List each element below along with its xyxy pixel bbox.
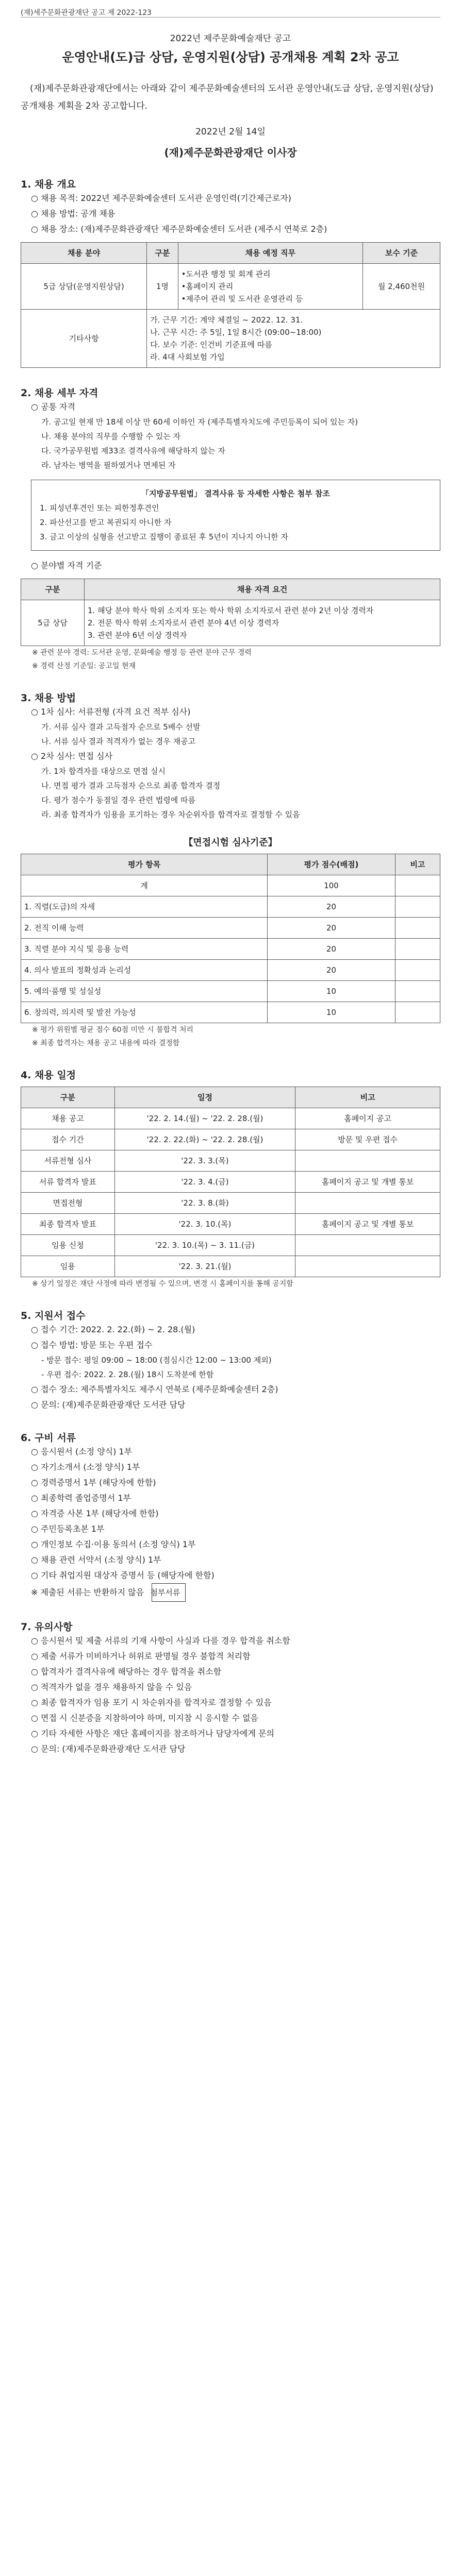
list-item: ○ 문의: (재)제주문화관광재단 도서관 담당 [31, 1744, 186, 1754]
table-cell [295, 1150, 440, 1172]
list-item: 다. 평가 점수가 동점일 경우 관련 법령에 따름 [41, 795, 195, 805]
list-item: 나. 서류 심사 결과 적격자가 없는 경우 재공고 [41, 737, 195, 746]
table-cell: 가. 근무 기간: 계약 체결일 ~ 2022. 12. 31. 나. 근무 시간: 주 5일, 1일 8시간 (09:00~18:00) 다. 보수 기준: 인건비 기준표에 따름 라. 4대 사회보험 가입 [147, 310, 440, 368]
announce-date: 2022년 2월 14일 [195, 127, 266, 137]
list-item: ○ 공통 자격 [31, 402, 75, 412]
schedule-table [21, 1087, 440, 1277]
table-row [21, 1193, 440, 1214]
table-cell: 4. 의사 발표의 정확성과 논리성 [21, 960, 268, 981]
list-item: ○ 접수 장소: 제주특별자치도 제주시 연북로 (제주문화예술센터 2층) [31, 1384, 278, 1394]
table-row [21, 1129, 440, 1150]
list-item: 가. 서류 심사 결과 고득점자 순으로 5배수 선발 [41, 722, 201, 732]
table-cell [395, 960, 440, 981]
list-item: ○ 주민등록초본 1부 [31, 1524, 105, 1534]
list-item: ○ 합격자가 결격사유에 해당하는 경우 합격을 취소함 [31, 1667, 222, 1676]
table-row [21, 875, 440, 896]
list-item: 라. 남자는 병역을 필하였거나 면제된 자 [41, 461, 176, 470]
list-item: ○ 기타 자세한 사항은 재단 홈페이지를 참조하거나 담당자에게 문의 [31, 1728, 274, 1738]
table-cell: 6. 창의력, 의지력 및 발전 가능성 [21, 1002, 268, 1023]
list-item: 라. 최종 합격자가 임용을 포기하는 경우 차순위자를 합격자로 결정할 수 있음 [41, 810, 300, 819]
list-item: ○ 응시원서 및 제출 서류의 기재 사항이 사실과 다를 경우 합격을 취소함 [31, 1636, 290, 1646]
table-cell: 100 [268, 875, 395, 896]
section-title: 3. 채용 방법 [21, 692, 76, 704]
table-cell [395, 896, 440, 918]
table-cell: '22. 2. 22.(화) ~ '22. 2. 28.(월) [114, 1129, 295, 1150]
table-row [21, 960, 440, 981]
table-cell [395, 981, 440, 1002]
table-header: 구분 [21, 579, 85, 600]
table-cell: '22. 3. 10.(목) [114, 1214, 295, 1235]
table-header: 비고 [395, 854, 440, 875]
table-cell: 20 [268, 918, 395, 939]
table-cell: 채용 공고 [21, 1108, 115, 1129]
table-cell: 기타사항 [21, 310, 147, 368]
list-item: ○ 경력증명서 1부 (해당자에 한함) [31, 1478, 156, 1487]
list-item: ○ 2차 심사: 면접 심사 [31, 751, 113, 761]
table-cell [395, 918, 440, 939]
table-header: 채용 예정 직무 [178, 243, 363, 264]
list-item: ○ 최종 합격자가 임용 포기 시 차순위자를 합격자로 결정할 수 있음 [31, 1698, 272, 1707]
list-item: ○ 응시원서 (소정 양식) 1부 [31, 1447, 133, 1456]
table-cell: 월 2,460천원 [363, 264, 440, 310]
list-item: ○ 문의: (재)제주문화관광재단 도서관 담당 [31, 1400, 186, 1410]
table-cell: '22. 2. 14.(월) ~ '22. 2. 28.(월) [114, 1108, 295, 1129]
section-title: 6. 구비 서류 [21, 1432, 76, 1444]
table-cell: 임용 [21, 1256, 115, 1277]
note-text: ※ 상기 일정은 재단 사정에 따라 변경될 수 있으며, 변경 시 홈페이지를 통해 공지함 [32, 1280, 293, 1288]
table-header: 보수 기준 [363, 243, 440, 264]
table-cell: '22. 3. 3.(목) [114, 1150, 295, 1172]
table-cell: 1. 직렬(도급)의 자세 [21, 896, 268, 918]
table-cell [395, 875, 440, 896]
note-text: ※ 평가 위원별 평균 점수 60점 미만 시 불합격 처리 [32, 1026, 194, 1034]
box-line: 2. 파산선고를 받고 복권되지 아니한 자 [40, 518, 172, 527]
list-item: ○ 접수 방법: 방문 또는 우편 접수 [31, 1340, 153, 1350]
section-title: 2. 채용 세부 자격 [21, 387, 98, 399]
table-header: 비고 [295, 1087, 440, 1108]
attachment-stamp: 첨부서류 [152, 1583, 186, 1602]
list-item: ○ 기타 취업지원 대상자 증명서 등 (해당자에 한함) [31, 1570, 215, 1580]
list-item: ○ 채용 방법: 공개 채용 [31, 209, 116, 218]
box-title: 「지방공무원법」 결격사유 등 자세한 사항은 첨부 참조 [141, 489, 330, 498]
list-item: ○ 접수 기간: 2022. 2. 22.(화) ~ 2. 28.(월) [31, 1325, 195, 1334]
page-title: 운영안내(도)급 상담, 운영지원(상담) 공개채용 계획 2차 공고 [62, 50, 399, 64]
table-row [21, 1002, 440, 1023]
section-title: 7. 유의사항 [21, 1621, 73, 1633]
table-cell: 20 [268, 960, 395, 981]
list-item: ○ 면접 시 신분증을 지참하여야 하며, 미지참 시 응시할 수 없음 [31, 1713, 258, 1723]
table-cell: 계 [21, 875, 268, 896]
table-header: 채용 자격 요건 [85, 579, 440, 600]
table-cell: 3. 직렬 분야 지식 및 응용 능력 [21, 939, 268, 960]
table-header: 채용 분야 [21, 243, 147, 264]
table-cell [295, 1256, 440, 1277]
box-line: 1. 피성년후견인 또는 피한정후견인 [40, 503, 159, 513]
list-item: ○ 채용 목적: 2022년 제주문화예술센터 도서관 운영인력(기간제근로자) [31, 193, 291, 203]
list-item: ○ 채용 관련 서약서 (소정 양식) 1부 [31, 1555, 161, 1565]
section-title: 4. 채용 일정 [21, 1070, 76, 1081]
table-row [21, 310, 440, 368]
table-cell: 10 [268, 1002, 395, 1023]
table-cell [395, 1002, 440, 1023]
list-item: 나. 면접 평가 결과 고득점자 순으로 최종 합격자 결정 [41, 781, 221, 790]
table-cell: •도서관 행정 및 회계 관리 •홈페이지 관리 •제주어 관리 및 도서관 운영관리 등 [178, 264, 363, 310]
table-cell: 1. 해당 분야 학사 학위 소지자 또는 학사 학위 소지자로서 관련 분야 2년 이상 경력자 2. 전문 학사 학위 소지자로서 관련 분야 4년 이상 경력자 3. 관련 분야 6년 이상 경력자 [85, 600, 440, 646]
table-cell: '22. 3. 10.(목) ~ 3. 11.(금) [114, 1235, 295, 1256]
intro-text: (재)제주문화관광재단에서는 아래와 같이 제주문화예술센터의 도서관 운영안내(도급 상담, 운영지원(상담) 공개채용 계획을 2차 공고합니다. [21, 83, 434, 111]
table-header: 평가 점수(배점) [268, 854, 395, 875]
header-line: (재)세주문화관광재단 공고 제 2022-123 [21, 0, 440, 18]
list-item: - 방문 접수: 평일 09:00 ~ 18:00 (점심시간 12:00 ~ 13:00 제외) [41, 1355, 272, 1365]
table-row [21, 600, 440, 646]
table-cell: 방문 및 우편 접수 [295, 1129, 440, 1150]
list-item: ○ 최종학력 졸업증명서 1부 [31, 1493, 131, 1503]
list-item: ○ 제출 서류가 미비하거나 허위로 판명될 경우 불합격 처리함 [31, 1651, 251, 1661]
list-item: ○ 분야별 자격 기준 [31, 561, 102, 570]
table-cell [295, 1235, 440, 1256]
section-title: 5. 지원서 접수 [21, 1310, 86, 1321]
disqualification-box [31, 480, 440, 551]
table-row [21, 918, 440, 939]
note-text: ※ 경력 산정 기준일: 공고일 현재 [32, 662, 136, 670]
table-row [21, 1214, 440, 1235]
table-cell: 접수 기간 [21, 1129, 115, 1150]
table-cell: 서류 합격자 발표 [21, 1172, 115, 1193]
table-row [21, 1150, 440, 1172]
table-cell: '22. 3. 4.(금) [114, 1172, 295, 1193]
note-text: ※ 최종 합격자는 채용 공고 내용에 따라 결정함 [32, 1039, 180, 1047]
qualification-table [21, 579, 440, 646]
recruit-table [21, 242, 440, 368]
table-cell [295, 1193, 440, 1214]
table-cell: 20 [268, 896, 395, 918]
list-item: ○ 채용 장소: (재)제주문화관광재단 제주문화예술센터 도서관 (제주시 연북로 2층) [31, 224, 327, 234]
table-row [21, 264, 440, 310]
list-item: ○ 적격자가 없을 경우 채용하지 않을 수 있음 [31, 1682, 192, 1692]
table-cell: 1명 [147, 264, 178, 310]
list-item: ○ 자격증 사본 1부 (해당자에 한함) [31, 1509, 159, 1518]
table-cell [395, 939, 440, 960]
table-row [21, 981, 440, 1002]
table-cell: 면접전형 [21, 1193, 115, 1214]
table-cell: 임용 신청 [21, 1235, 115, 1256]
table-row [21, 1172, 440, 1193]
table-cell: 10 [268, 981, 395, 1002]
table-cell: 2. 전직 이해 능력 [21, 918, 268, 939]
list-item: ○ 개인정보 수집·이용 동의서 (소정 양식) 1부 [31, 1539, 196, 1549]
note-text: ※ 관련 분야 경력: 도서관 운영, 문화예술 행정 등 관련 분야 근무 경력 [32, 649, 252, 657]
remark-line [28, 1583, 440, 1602]
table-row [21, 1256, 440, 1277]
list-item: 가. 공고일 현재 만 18세 이상 만 60세 이하인 자 (제주특별자치도에 주민등록이 되어 있는 자) [41, 417, 358, 427]
table-cell: 5급 상담 [21, 600, 85, 646]
table-cell: '22. 3. 21.(월) [114, 1256, 295, 1277]
list-item: ○ 1차 심사: 서류전형 (자격 요건 적부 심사) [31, 707, 191, 717]
table-cell: 홈페이지 공고 및 개별 통보 [295, 1172, 440, 1193]
eval-table-title: 【면접시험 심사기준】 [184, 837, 277, 848]
list-item: 가. 1차 합격자를 대상으로 면접 실시 [41, 767, 166, 776]
table-row [21, 1108, 440, 1129]
table-cell: 홈페이지 공고 [295, 1108, 440, 1129]
remark-text: ※ 제출된 서류는 반환하지 않음 [31, 1587, 144, 1597]
table-cell: 20 [268, 939, 395, 960]
list-item: 다. 국가공무원법 제33조 결격사유에 해당하지 않는 자 [41, 446, 225, 455]
table-header: 평가 항목 [21, 854, 268, 875]
organization-name: (재)제주문화관광재단 이사장 [164, 146, 297, 159]
table-row [21, 1235, 440, 1256]
table-cell: 최종 합격자 발표 [21, 1214, 115, 1235]
table-cell: 5급 상담(운영지원상담) [21, 264, 147, 310]
announce-number: 2022년 제주문화예술재단 공고 [170, 33, 291, 44]
evaluation-table [21, 854, 440, 1023]
section-title: 1. 채용 개요 [21, 179, 76, 190]
table-cell: 서류전형 심사 [21, 1150, 115, 1172]
table-header: 구분 [147, 243, 178, 264]
table-cell: 홈페이지 공고 및 개별 통보 [295, 1214, 440, 1235]
list-item: - 우편 접수: 2022. 2. 28.(월) 18시 도착분에 한함 [41, 1370, 214, 1379]
table-header: 일정 [114, 1087, 295, 1108]
table-row [21, 939, 440, 960]
table-row [21, 896, 440, 918]
list-item: ○ 자기소개서 (소정 양식) 1부 [31, 1462, 140, 1472]
box-line: 3. 금고 이상의 실형을 선고받고 집행이 종료된 후 5년이 지나지 아니한 자 [40, 532, 289, 541]
table-cell: '22. 3. 8.(화) [114, 1193, 295, 1214]
table-cell: 5. 예의·품행 및 성실성 [21, 981, 268, 1002]
table-header: 구분 [21, 1087, 115, 1108]
list-item: 나. 채용 분야의 직무를 수행할 수 있는 자 [41, 432, 180, 441]
